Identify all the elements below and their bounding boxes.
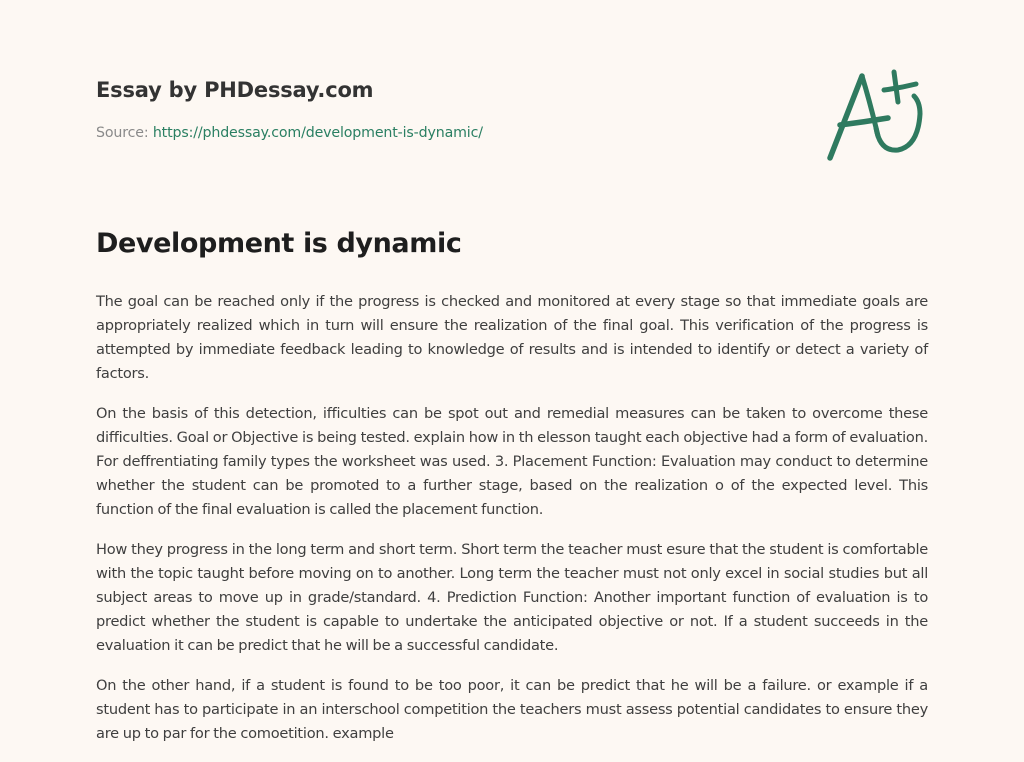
source-label: Source: [96, 125, 149, 141]
source-link[interactable]: https://phdessay.com/development-is-dynamic/ [152, 125, 483, 141]
page-header [96, 74, 796, 143]
essay-paragraph: On the basis of this detection, ifficulties can be spot out and remedial measures can be taken to overcome these difficulties. Goal or Objective is being tested. explain how in th elesson taught each objective had a form of evaluation. For deffrentiating family types the worksheet was used. 3. Placement Function: Evaluation may conduct to determine whether the student can be promoted to a further stage, based on the realization o of the expected level. This function of the final evaluation is called the placement function. [96, 405, 928, 518]
essay-paragraph: How they progress in the long term and short term. Short term the teacher must esure that the student is comfortable with the topic taught before moving on to another. Long term the teacher must not only excel in social studies but all subject areas to move up in grade/standard. 4. Prediction Function: Another important function of evaluation is to predict whether the student is capable to undertake the anticipated objective or not. If a student succeeds in the evaluation it can be predict that he will be a successful candidate. [96, 541, 928, 654]
site-title: Essay by PHDessay.com [96, 78, 374, 102]
essay-paragraph: On the other hand, if a student is found to be too poor, it can be predict that he will be a failure. or example if a student has to participate in an interschool competition the teachers must assess potential candidates to ensure they are up to par for the comoetition. example [96, 677, 928, 742]
source-line [96, 123, 796, 143]
essay-paragraph: The goal can be reached only if the progress is checked and monitored at every stage so that immediate goals are appropriately realized which in turn will ensure the realization of the final goal. This verification of the progress is attempted by immediate feedback leading to knowledge of results and is intended to identify or detect a variety of factors. [96, 293, 928, 382]
essay-title: Development is dynamic [96, 228, 462, 259]
essay-content [96, 224, 928, 762]
a-plus-grade-icon [818, 62, 938, 172]
